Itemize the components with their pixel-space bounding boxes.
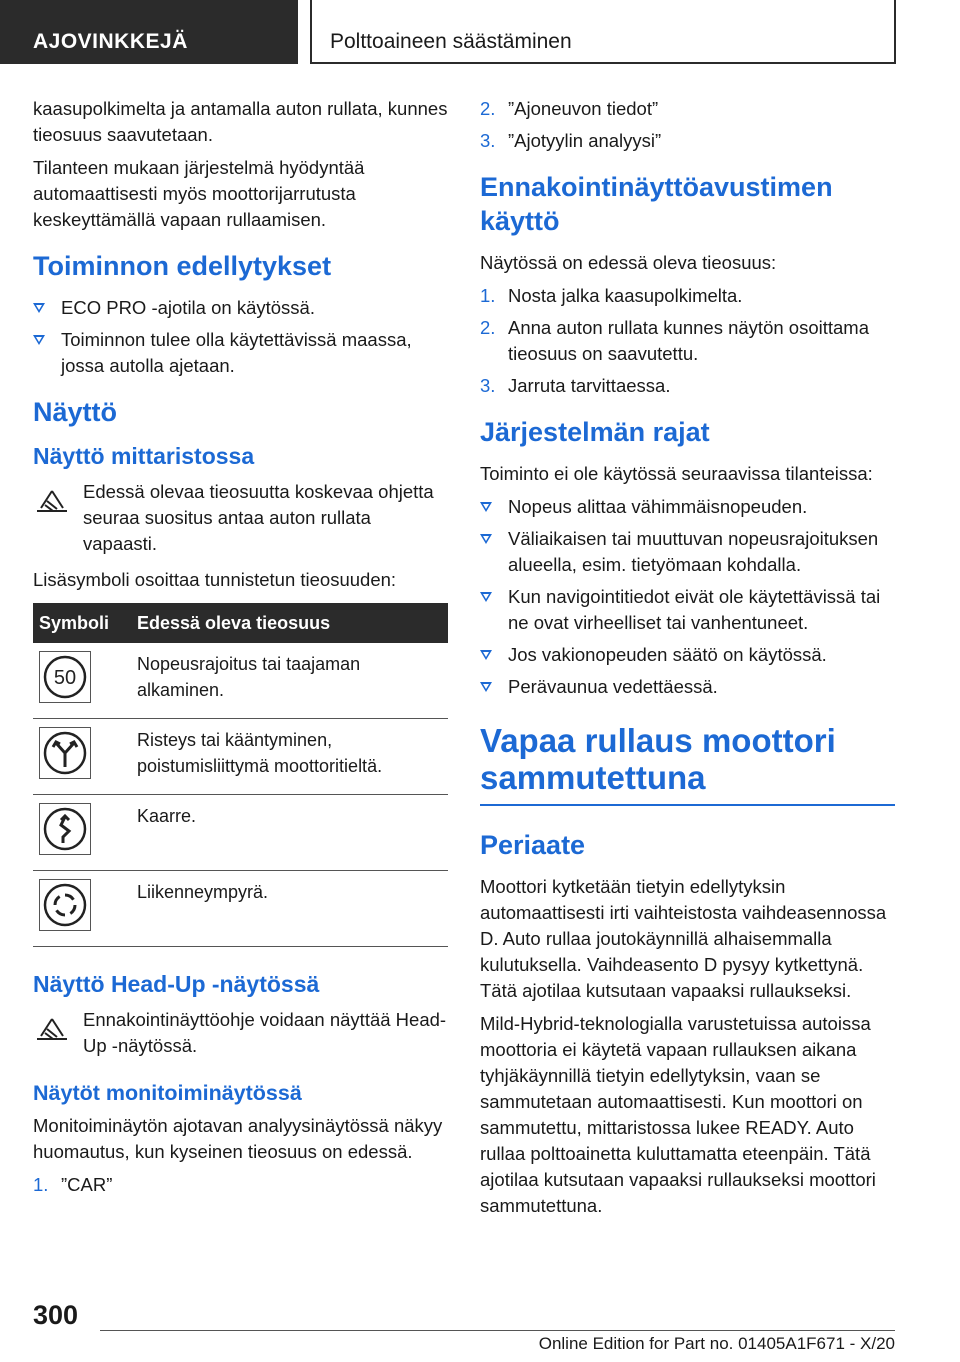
table-cell: Kaarre. [131, 795, 448, 871]
table-row [33, 719, 448, 795]
junction-icon [39, 727, 91, 779]
list-item: 1. Nosta jalka kaasupolkimelta. [480, 285, 743, 306]
triangle-bullet-icon [480, 502, 492, 512]
svg-text:50: 50 [53, 667, 77, 689]
list-item: Toiminnon tulee olla käytettävissä maassa, jossa autolla ajetaan. [33, 327, 448, 379]
coast-heading: Vapaa rullaus moottori sammutettuna [480, 722, 895, 806]
symbol-intro: Lisäsymboli osoittaa tunnistetun tieosuuden: [33, 569, 397, 590]
list-item: 3. ”Ajotyylin analyysi” [480, 130, 662, 151]
hud-heading: Näyttö Head-Up -näytössä [33, 971, 320, 997]
chapter-title: Polttoaineen säästäminen [310, 0, 896, 64]
intro-paragraph-2: Tilanteen mukaan järjestelmä hyödyntää automaattisesti myös moottorijarrutusta keskeyttämällä vapaan rullaamisen. [33, 157, 365, 230]
list-item: Jos vakionopeuden säätö on käytössä. [480, 642, 895, 668]
principle-paragraph-1: Moottori kytketään tietyin edellytyksin automaattisesti irti vaihteistosta vaihdeasennossa D. Auto rullaa joutokäynnillä alhaisemmalla kulutuksella. Vaihdeasento D pysyy kytkettynä. Tätä ajotilaa kutsutaan vapaaksi rullaukseksi. [480, 876, 887, 1001]
list-item: Perävaunua vedettäessä. [480, 674, 895, 700]
list-item: 2. Anna auton rullata kunnes näytön osoittama tieosuus on saavutettu. [480, 317, 869, 364]
display-heading: Näyttö [33, 397, 118, 427]
page-number: 300 [33, 1300, 79, 1330]
symbol-table [33, 603, 448, 947]
section-tab: AJOVINKKEJÄ [0, 0, 298, 64]
list-item: Nopeus alittaa vähimmäisnopeuden. [480, 494, 895, 520]
roundabout-icon [39, 879, 91, 931]
triangle-bullet-icon [480, 534, 492, 544]
list-item: 2. ”Ajoneuvon tiedot” [480, 98, 659, 119]
table-row [33, 871, 448, 947]
limits-heading: Järjestelmän rajat [480, 417, 710, 447]
prereq-heading: Toiminnon edellytykset [33, 251, 332, 281]
speed-limit-icon [39, 651, 91, 703]
table-cell: Risteys tai kääntyminen, poistumisliittymä moottoritieltä. [131, 719, 448, 795]
intro-paragraph-1: kaasupolkimelta ja antamalla auton rullata, kunnes tieosuus saavutetaan. [33, 98, 448, 145]
cid-heading: Näytöt monitoiminäytössä [33, 1081, 302, 1105]
principle-paragraph-2: Mild-Hybrid-teknologialla varustetuissa autoissa moottoria ei käytetä vapaan rullauksen aikana tyhjäkäynnillä tietyin edellytyksin, vaan se sammutetaan automaattisesti. Kun moottori on sammutettu, mittaristossa lukee READY. Auto rullaa polttoainetta kuluttamatta eteenpäin. Tätä ajotilaa kutsutaan vapaaksi rullaukseksi moottori sammutettuna. [480, 1013, 876, 1216]
list-item: Kun navigointitiedot eivät ole käytettävissä tai ne ovat virheelliset tai vanhentuneet. [480, 584, 895, 636]
list-item: ECO PRO -ajotila on käytössä. [33, 295, 448, 321]
footer-edition: Online Edition for Part no. 01405A1F671 - X/20 [538, 1334, 895, 1353]
left-column [33, 96, 448, 1204]
table-header-symbol: Symboli [33, 603, 131, 643]
table-header-section: Edessä oleva tieosuus [131, 603, 448, 643]
principle-heading: Periaate [480, 830, 586, 860]
list-item: Väliaikaisen tai muuttuvan nopeusrajoituksen alueella, esim. tietyömaan kohdalla. [480, 526, 895, 578]
table-cell: Liikenneympyrä. [131, 871, 448, 947]
footer-divider [100, 1330, 895, 1331]
triangle-bullet-icon [33, 335, 45, 345]
table-row [33, 795, 448, 871]
triangle-bullet-icon [33, 303, 45, 313]
limits-intro: Toiminto ei ole käytössä seuraavissa tilanteissa: [480, 463, 873, 484]
use-intro: Näytössä on edessä oleva tieosuus: [480, 252, 777, 273]
triangle-bullet-icon [480, 592, 492, 602]
list-item: 1. ”CAR” [33, 1174, 113, 1195]
cluster-heading: Näyttö mittaristossa [33, 443, 255, 469]
triangle-bullet-icon [480, 682, 492, 692]
curve-icon [39, 803, 91, 855]
right-column [480, 96, 895, 1226]
cluster-note: Edessä olevaa tieosuutta koskevaa ohjetta seuraa suositus antaa auton rullata vapaasti. [33, 479, 448, 557]
table-cell: Nopeusrajoitus tai taajaman alkaminen. [131, 643, 448, 719]
triangle-bullet-icon [480, 650, 492, 660]
list-item: 3. Jarruta tarvittaessa. [480, 375, 671, 396]
table-row [33, 643, 448, 719]
info-note-icon [33, 1009, 71, 1047]
cid-paragraph: Monitoiminäytön ajotavan analyysinäytössä näkyy huomautus, kun kyseinen tieosuus on edessä. [33, 1115, 443, 1162]
hud-note: Ennakointinäyttöohje voidaan näyttää Head-Up -näytössä. [33, 1007, 448, 1059]
info-note-icon [33, 481, 71, 519]
use-heading: Ennakointinäyttöavustimen käyttö [480, 172, 833, 236]
